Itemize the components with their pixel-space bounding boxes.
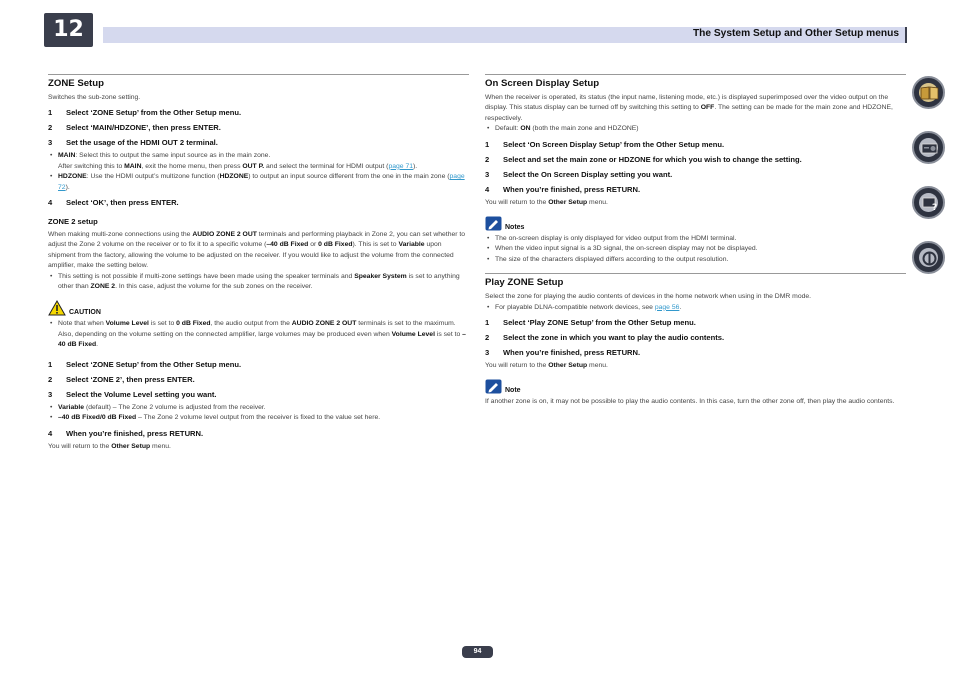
step-number: 2 [48, 123, 53, 133]
step-text: Select ‘ZONE Setup’ from the Other Setup menu. [66, 359, 242, 369]
step [485, 170, 906, 180]
chapter-tab [44, 13, 93, 47]
step [485, 155, 906, 165]
osd-title: On Screen Display Setup [485, 74, 906, 89]
manual-icon[interactable] [912, 76, 945, 109]
bullet-item [48, 172, 469, 193]
page-number: 94 [462, 646, 493, 658]
bullet-item [48, 413, 469, 423]
step-number: 1 [48, 359, 53, 369]
caution-icon [48, 300, 66, 316]
right-column [485, 74, 906, 411]
note-icon [485, 379, 502, 394]
bullet: • [50, 173, 53, 181]
svg-text:?: ? [932, 203, 938, 212]
notes-label: Notes [505, 224, 525, 232]
note-item [485, 234, 906, 244]
note-item [485, 244, 906, 254]
step-number: 4 [48, 428, 53, 438]
bullet: • [487, 245, 490, 253]
step [485, 140, 906, 150]
step [485, 185, 906, 195]
notes-header [485, 216, 906, 231]
step-number: 2 [48, 374, 53, 384]
receiver-icon[interactable] [912, 131, 945, 164]
step-text: Select the zone in which you want to play the audio contents. [503, 333, 725, 343]
return-text: You will return to the Other Setup menu. [485, 362, 608, 370]
bullet: • [487, 255, 490, 263]
page-link[interactable]: page 56 [654, 303, 680, 311]
step-number: 3 [485, 348, 490, 358]
bullet-text: Variable (default) – The Zone 2 volume is adjusted from the receiver. [58, 403, 266, 411]
bullet: • [50, 403, 53, 411]
bullet: • [50, 320, 53, 328]
note-label: Note [505, 387, 521, 395]
caution-header [48, 300, 469, 316]
step-text: Select and set the main zone or HDZONE for which you wish to change the setting. [503, 154, 802, 164]
step-number: 3 [48, 138, 53, 148]
bullet-item [48, 403, 469, 413]
bullet-text: For playable DLNA-compatible network devices, see page 56. [495, 303, 682, 311]
bullet: • [487, 125, 490, 133]
note-text: The on-screen display is only displayed for video output from the HDMI terminal. [495, 235, 737, 243]
step-number: 1 [48, 108, 53, 118]
bullet: • [50, 272, 53, 280]
step-number: 4 [48, 198, 53, 208]
step-text: Select ‘MAIN/HDZONE’, then press ENTER. [66, 123, 221, 133]
step [48, 390, 469, 400]
step [48, 198, 469, 208]
faq-icon[interactable] [912, 186, 945, 219]
bullet-text: This setting is not possible if multi-zone settings have been made using the speaker terminals and Speaker System is set to anything other than ZONE 2. In this case, adjust the volume for the sub zones on the receiver. [58, 272, 460, 291]
play-zone-title: Play ZONE Setup [485, 273, 906, 288]
step [485, 333, 906, 343]
step-text: Select the Volume Level setting you want. [66, 389, 217, 399]
bullet: • [487, 303, 490, 311]
step [48, 360, 469, 370]
bullet-item [48, 151, 469, 172]
step-text: Select ‘On Screen Display Setup’ from the Other Setup menu. [503, 139, 725, 149]
step-number: 1 [485, 318, 490, 328]
appendix-icon[interactable] [912, 241, 945, 274]
step-text: Select ‘OK’, then press ENTER. [66, 198, 179, 208]
step-number: 4 [485, 184, 490, 194]
step-number: 2 [485, 154, 490, 164]
bullet-item [485, 303, 906, 313]
step [48, 429, 469, 439]
zone-setup-title: ZONE Setup [48, 74, 469, 89]
bullet-item [485, 124, 906, 134]
note-text: The size of the characters displayed differs according to the output resolution. [495, 255, 729, 263]
bullet-item [48, 272, 469, 293]
return-text: You will return to the Other Setup menu. [485, 198, 608, 206]
step-number: 3 [48, 389, 53, 399]
step [485, 348, 906, 358]
page-link[interactable]: page 72 [58, 173, 465, 191]
bullet-text: –40 dB Fixed/0 dB Fixed – The Zone 2 volume level output from the receiver is fixed to the value set here. [58, 414, 381, 422]
page-link[interactable]: page 71 [388, 162, 414, 170]
osd-desc: When the receiver is operated, its status (the input name, listening mode, etc.) is displayed superimposed over the video output on the display. This status display can be turned off by switching this setting to OFF. The setting can be made for the main zone and HDZONE, respectively. [485, 94, 893, 122]
bullet-text: HDZONE: Use the HDMI output’s multizone function (HDZONE) to output an input source different from the one in the main zone (page 72). [58, 173, 465, 191]
return-text: You will return to the Other Setup menu. [48, 442, 171, 450]
caution-item [48, 319, 469, 350]
note-item [485, 255, 906, 265]
step-number: 3 [485, 169, 490, 179]
step [485, 318, 906, 328]
step-number: 2 [485, 333, 490, 343]
step-text: Set the usage of the HDMI OUT 2 terminal. [66, 138, 218, 148]
zone-setup-desc: Switches the sub-zone setting. [48, 94, 141, 101]
zone2-title: ZONE 2 setup [48, 217, 98, 227]
play-zone-desc: Select the zone for playing the audio contents of devices in the home network when using in the DMR mode. [485, 293, 812, 301]
step-number: 1 [485, 139, 490, 149]
chapter-number: 12 [53, 17, 84, 42]
bullet-text: MAIN: Select this to output the same input source as in the main zone. After switching this to MAIN, exit the home menu, then press OUT P. and select the terminal for HDMI output (page 71). [58, 152, 418, 170]
step-text: When you’re finished, press RETURN. [66, 428, 204, 438]
note-header [485, 379, 906, 394]
header-title: The System Setup and Other Setup menus [692, 28, 899, 39]
step-text: Select ‘ZONE 2’, then press ENTER. [66, 374, 195, 384]
note-text: When the video input signal is a 3D signal, the on-screen display may not be displayed. [495, 245, 758, 253]
note-text: If another zone is on, it may not be possible to play the audio contents. In this case, turn the other zone off, then play the audio contents. [485, 398, 895, 406]
note-icon [485, 216, 502, 231]
bullet: • [50, 414, 53, 422]
bullet: • [487, 235, 490, 243]
step [48, 138, 469, 148]
zone2-desc: When making multi-zone connections using the AUDIO ZONE 2 OUT terminals and performing playback in Zone 2, you can set whether to adjust the Zone 2 volume on the receiver or to fix it to a specific volume (–40 dB Fixed or 0 dB Fixed). This is set to Variable upon shipment from the factory, allowing the volume to be adjusted on the receiver. If you would like to adjust the volume from the connected amplifier, make the setting below. [48, 231, 466, 270]
step [48, 108, 469, 118]
left-column [48, 74, 469, 455]
step [48, 123, 469, 133]
step [48, 375, 469, 385]
caution-label: CAUTION [69, 309, 101, 317]
header-bar [103, 27, 907, 43]
bullet: • [50, 152, 53, 160]
step-text: Select the On Screen Display setting you want. [503, 169, 673, 179]
bullet-text: Default: ON (both the main zone and HDZONE) [495, 125, 639, 133]
caution-text: Note that when Volume Level is set to 0 dB Fixed, the audio output from the AUDIO ZONE 2 OUT terminals is set to the maximum. Also, depending on the volume setting on the connected amplifier, large volumes may be produced even when Volume Level is set to –40 dB Fixed. [58, 320, 466, 349]
step-text: Select ‘Play ZONE Setup’ from the Other Setup menu. [503, 318, 696, 328]
step-text: When you’re finished, press RETURN. [503, 348, 641, 358]
step-text: Select ‘ZONE Setup’ from the Other Setup menu. [66, 108, 242, 118]
step-text: When you’re finished, press RETURN. [503, 184, 641, 194]
